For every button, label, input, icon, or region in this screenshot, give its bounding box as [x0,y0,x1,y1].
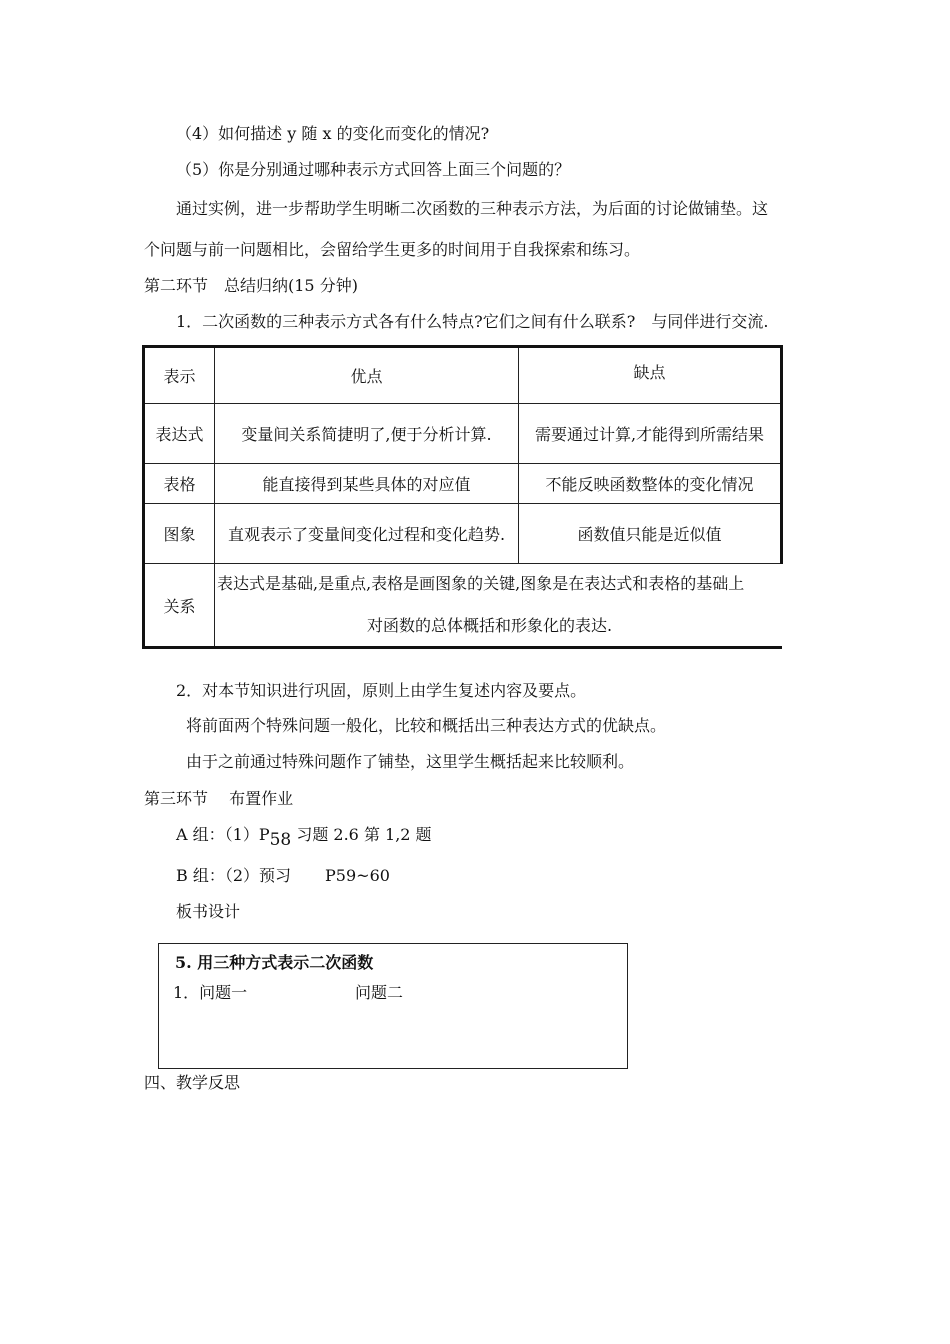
table-relation-row [144,564,782,648]
row-label: 表格 [144,464,215,504]
homework-a-prefix: A 组：（1）P [176,825,270,844]
homework-a-page: 58 [269,830,292,850]
board-design-box [158,943,628,1069]
teaching-reflection-heading: 四、教学反思 [144,1073,241,1092]
board-question-1: 1．问题一 [173,983,248,1002]
explanation-line-1: 通过实例，进一步帮助学生明晰二次函数的三种表示方法，为后面的讨论做铺垫。这 [176,199,769,218]
disadvantage-cell: 不能反映函数整体的变化情况 [519,464,782,504]
table-header-row [144,347,782,404]
explanation-line-2: 个问题与前一问题相比，会留给学生更多的时间用于自我探索和练习。 [144,240,641,259]
homework-b-prefix: B 组：（2）预习 [176,866,292,885]
homework-b-pages: P59~60 [325,866,390,885]
board-title: 5. 用三种方式表示二次函数 [175,953,374,972]
relation-line-1: 表达式是基础,是重点,表格是画图象的关键,图象是在表达式和表格的基础上 [217,574,745,593]
question-5: （5）你是分别通过哪种表示方式回答上面三个问题的？ [176,160,571,179]
homework-a-suffix: 习题 2.6 第 1,2 题 [291,825,432,844]
disadvantage-cell: 函数值只能是近似值 [519,504,782,564]
advantage-cell: 能直接得到某些具体的对应值 [215,464,519,504]
advantage-cell: 直观表示了变量间变化过程和变化趋势. [215,504,519,564]
header-disadvantages: 缺点 [519,347,782,404]
item-2-review: 2．对本节知识进行巩固，原则上由学生复述内容及要点。 [176,681,587,700]
table-row [144,464,782,504]
row-label: 表达式 [144,404,215,464]
relation-label: 关系 [144,564,215,648]
relation-cell [215,564,782,648]
generalize-text: 将前面两个特殊问题一般化，比较和概括出三种表达方式的优缺点。 [186,716,667,735]
section-3-heading: 第三环节 布置作业 [144,789,294,808]
item-1-prompt: 1．二次函数的三种表示方式各有什么特点?它们之间有什么联系? 与同伴进行交流. [176,312,769,331]
advantage-cell: 变量间关系简捷明了,便于分析计算. [215,404,519,464]
question-4: （4）如何描述 y 随 x 的变化而变化的情况? [176,124,490,143]
relation-line-2: 对函数的总体概括和形象化的表达. [367,616,613,635]
disadvantage-cell: 需要通过计算,才能得到所需结果 [519,404,782,464]
table-row [144,404,782,464]
table-row [144,504,782,564]
homework-group-a [176,825,432,850]
header-advantages: 优点 [215,347,519,404]
board-design-heading: 板书设计 [176,902,241,921]
row-label: 图象 [144,504,215,564]
representation-comparison-table [142,345,783,649]
board-question-2: 问题二 [355,983,404,1002]
homework-group-b [176,866,390,886]
groundwork-text: 由于之前通过特殊问题作了铺垫，这里学生概括起来比较顺利。 [186,752,635,771]
section-2-heading: 第二环节 总结归纳(15 分钟) [144,276,358,295]
header-representation: 表示 [144,347,215,404]
